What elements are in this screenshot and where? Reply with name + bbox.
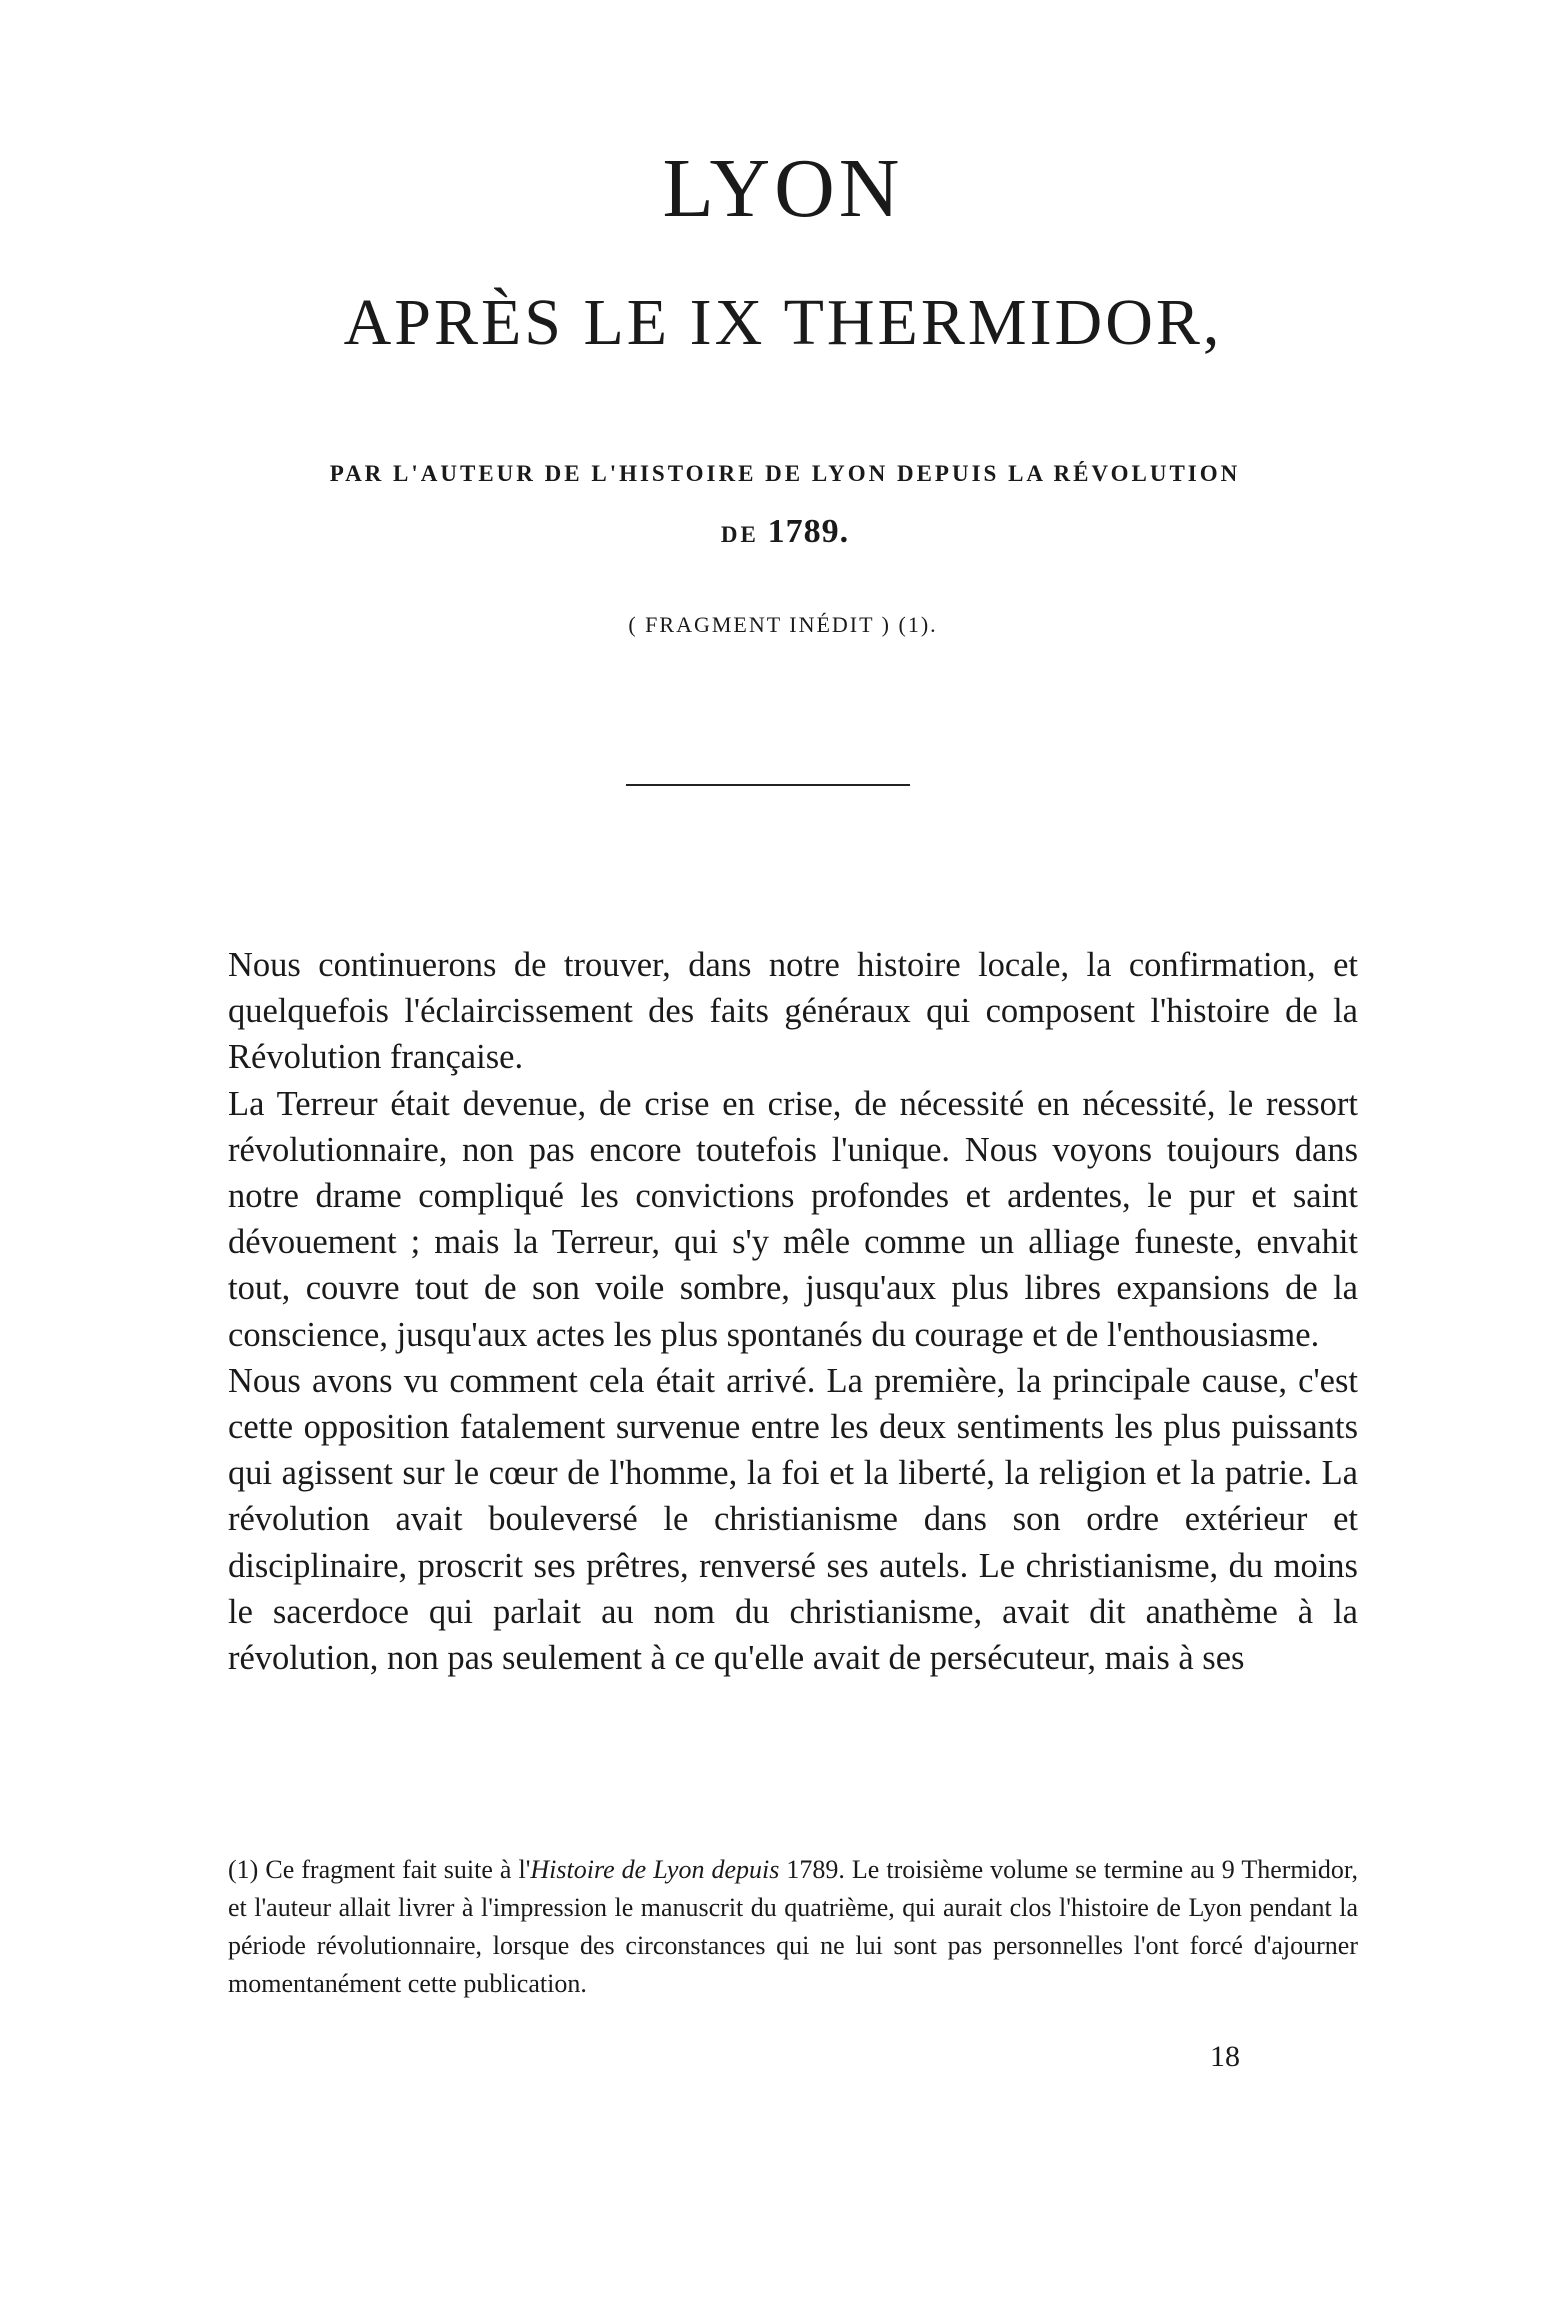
footnote-text-before: Ce fragment fait suite à l' — [265, 1855, 531, 1884]
paragraph: La Terreur était devenue, de crise en crise, de nécessité en nécessité, le ressort révolutionnaire, non pas encore toutefois l'unique. Nous voyons toujours dans notre drame compliqué les convictions profondes et ardentes, le pur et saint dévouement ; mais la Terreur, qui s'y mêle comme un alliage funeste, envahit tout, couvre tout de son voile sombre, jusqu'aux plus libres expansions de la conscience, jusqu'aux actes les plus spontanés du courage et de l'enthousiasme. — [228, 1084, 1358, 1354]
footnote-italic-title: Histoire de Lyon depuis — [530, 1855, 780, 1884]
paragraph: Nous continuerons de trouver, dans notre histoire locale, la confirmation, et quelquefois l'éclaircissement des faits généraux qui composent l'histoire de la Révolution française. — [228, 946, 1358, 1077]
page-title: LYON — [662, 142, 904, 235]
paragraph: Nous avons vu comment cela était arrivé. La première, la principale cause, c'est cette opposition fatalement survenue entre les deux sentiments les plus puissants qui agissent sur le cœur de l'homme, la foi et la liberté, la religion et la patrie. La révolution avait bouleversé le christianisme dans son ordre extérieur et disciplinaire, proscrit ses prêtres, renversé ses autels. Le christianisme, du moins le sacerdoce qui parlait au nom du christianisme, avait dit anathème à la révolution, non pas seulement à ce qu'elle avait de persécuteur, mais à ses — [228, 1361, 1358, 1678]
footnote — [228, 1851, 1358, 2003]
main-text — [228, 942, 1358, 1681]
byline-date — [205, 503, 1365, 564]
byline-de: DE — [720, 522, 759, 547]
page-number: 18 — [1210, 2040, 1240, 2073]
footnote-text-after: 1789. Le troisième volume se termine au 9 Thermidor, et l'auteur allait livrer à l'impression le manuscrit du quatrième, qui aurait clos l'histoire de Lyon pendant la période révolutionnaire, lorsque des circonstances qui ne lui sont pas personnelles l'ont forcé d'ajourner momentanément cette publication. — [228, 1855, 1358, 1998]
author-byline — [205, 445, 1365, 564]
fragment-note: ( FRAGMENT INÉDIT ) (1). — [628, 612, 938, 637]
section-divider — [626, 784, 910, 786]
page-subtitle: APRÈS LE IX THERMIDOR, — [343, 286, 1223, 359]
byline-line: PAR L'AUTEUR DE L'HISTOIRE DE LYON DEPUIS LA RÉVOLUTION — [329, 461, 1241, 486]
byline-year: 1789. — [767, 513, 850, 550]
footnote-marker: (1) — [228, 1855, 259, 1884]
